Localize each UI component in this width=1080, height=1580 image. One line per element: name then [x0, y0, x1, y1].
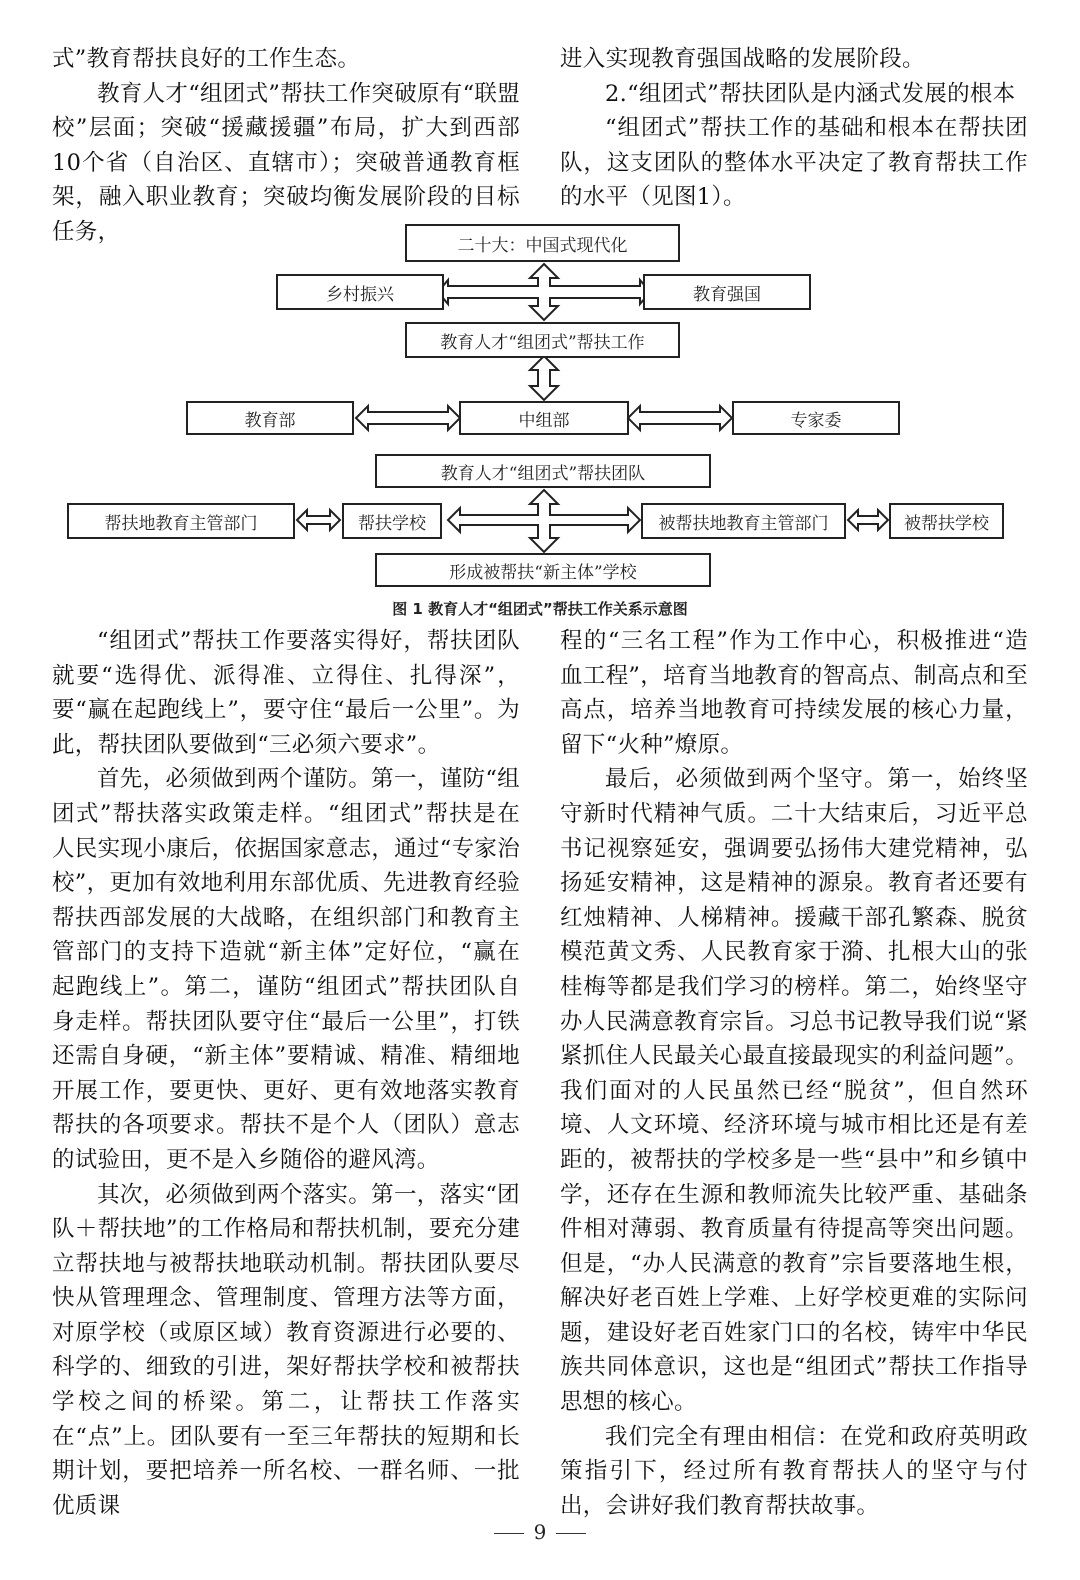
paragraph: 首先，必须做到两个谨防。第一，谨防“组团式”帮扶落实政策走样。“组团式”帮扶是在人民实现小康后，依据国家意志，通过“专家治校”，更加有效地利用东部优质、先进教育经验帮扶西部发展的大战略，在组织部门和教育主管部门的支持下造就“新主体”定好位，“赢在起跑线上”。第二，谨防“组团式”帮扶团队自身走样。帮扶团队要守住“最后一公里”，打铁还需自身硬，“新主体”要精诚、精准、精细地开展工作，要更快、更好、更有效地落实教育帮扶的各项要求。帮扶不是个人（团队）意志的试验田，更不是入乡随俗的避风湾。	[52, 766, 520, 1173]
box-helped-school: 被帮扶学校	[889, 503, 1004, 539]
box-team: 教育人才“组团式”帮扶团队	[375, 454, 711, 488]
box-top: 二十大：中国式现代化	[405, 224, 680, 262]
paragraph: 最后，必须做到两个坚守。第一，始终坚守新时代精神气质。二十大结束后，习近平总书记视察延安，强调要弘扬伟大建党精神，弘扬延安精神，这是精神的源泉。教育者还要有红烛精神、人梯精神。援藏干部孔繁森、脱贫模范黄文秀、人民教育家于漪、扎根大山的张桂梅等都是我们学习的榜样。第二，始终坚守办人民满意教育宗旨。习总书记教导我们说“紧紧抓住人民最关心最直接最现实的利益问题”。我们面对的人民虽然已经“脱贫”，但自然环境、人文环境、经济环境与城市相比还是有差距的，被帮扶的学校多是一些“县中”和乡镇中学，还存在生源和教师流失比较严重、基础条件相对薄弱、教育质量有待提高等突出问题。但是，“办人民满意的教育”宗旨要落地生根，解决好老百姓上学难、上好学校更难的实际问题，建设好老百姓家门口的名校，铸牢中华民族共同体意识，这也是“组团式”帮扶工作指导思想的核心。	[560, 766, 1028, 1416]
figure-caption: 图 1 教育人才“组团式”帮扶工作关系示意图	[392, 600, 688, 618]
footer-dash-left	[494, 1533, 524, 1534]
box-result: 形成被帮扶“新主体”学校	[375, 553, 711, 587]
paragraph: 式”教育帮扶良好的工作生态。	[52, 46, 361, 72]
paragraph: 我们完全有理由相信：在党和政府英明政策指引下，经过所有教育帮扶人的坚守与付出，会讲好我们教育帮扶故事。	[560, 1423, 1028, 1519]
box-helped-dept: 被帮扶地教育主管部门	[641, 503, 846, 539]
box-org-dept: 中组部	[459, 401, 629, 435]
box-moe: 教育部	[186, 401, 354, 435]
figure-1-diagram	[0, 218, 1080, 598]
box-experts: 专家委	[732, 401, 900, 435]
paragraph: 进入实现教育强国战略的发展阶段。	[560, 46, 925, 72]
h-arrow-helped	[848, 510, 888, 530]
page-footer	[0, 1520, 1080, 1544]
h-arrow-helper	[297, 510, 340, 530]
top-right-column	[560, 42, 1028, 215]
cross-arrow-top	[438, 264, 650, 320]
box-helper-school: 帮扶学校	[342, 503, 442, 539]
h-arrow-org-experts	[628, 406, 732, 430]
bottom-right-column	[560, 624, 1028, 1523]
paragraph: “组团式”帮扶工作的基础和根本在帮扶团队，这支团队的整体水平决定了教育帮扶工作的水平（见图1）。	[560, 115, 1028, 211]
box-edu-power: 教育强国	[643, 274, 811, 310]
footer-dash-right	[556, 1533, 586, 1534]
box-rural: 乡村振兴	[276, 274, 444, 310]
paragraph: 其次，必须做到两个落实。第一，落实“团队＋帮扶地”的工作格局和帮扶机制，要充分建立帮扶地与被帮扶地联动机制。帮扶团队要尽快从管理理念、管理制度、管理方法等方面，对原学校（或原区域）教育资源进行必要的、科学的、细致的引进，架好帮扶学校和被帮扶学校之间的桥梁。第二，让帮扶工作落实在“点”上。团队要有一至三年帮扶的短期和长期计划，要把培养一所名校、一群名师、一批优质课	[52, 1181, 520, 1519]
bottom-left-column	[52, 624, 520, 1523]
box-helper-dept: 帮扶地教育主管部门	[67, 503, 295, 539]
paragraph: 程的“三名工程”作为工作中心，积极推进“造血工程”，培育当地教育的智高点、制高点和至高点，培养当地教育可持续发展的核心力量，留下“火种”燎原。	[560, 628, 1028, 758]
h-arrow-moe-org	[356, 406, 460, 430]
vertical-arrow-1	[530, 356, 558, 400]
page-number: 9	[533, 1520, 547, 1544]
paragraph: “组团式”帮扶工作要落实得好，帮扶团队就要“选得优、派得准、立得住、扎得深”，要“赢在起跑线上”，要守住“最后一公里”。为此，帮扶团队要做到“三必须六要求”。	[52, 628, 520, 758]
paragraph: 教育人才“组团式”帮扶工作突破原有“联盟校”层面；突破“援藏援疆”布局，扩大到西部10个省（自治区、直辖市）；突破普通教育框架，融入职业教育；突破均衡发展阶段的目标任务，	[52, 80, 521, 245]
paragraph: 2.“组团式”帮扶团队是内涵式发展的根本	[605, 80, 1016, 107]
box-work: 教育人才“组团式”帮扶工作	[405, 322, 680, 358]
cross-arrow-bottom	[448, 490, 640, 552]
